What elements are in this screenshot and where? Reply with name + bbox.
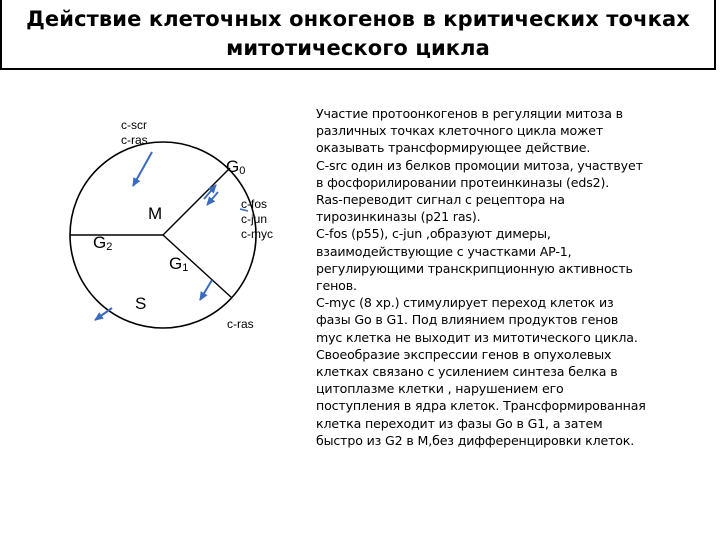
description-line: в фосфорилировании протеинкиназы (eds2).: [316, 174, 610, 190]
description-line: C-src один из белков промоции митоза, участвует: [316, 157, 643, 173]
label-src-ras-top: [121, 118, 148, 148]
label-m: M: [148, 204, 163, 223]
description-line: C-fos (p55), c-jun ,образуют димеры,: [316, 226, 551, 242]
title-line-1: Действие клеточных онкогенов в критических точках: [26, 7, 690, 31]
description-line: myc клетка не выходит из митотического цикла.: [316, 329, 638, 345]
description-line: C-myc (8 хр.) стимулирует переход клеток из: [316, 295, 614, 311]
description-line: быстро из G2 в M,без дифференцировки клеток.: [316, 432, 635, 448]
description-line: клетка переходит из фазы Go в G1, а затем: [316, 415, 603, 431]
description-line: Ras-переводит сигнал с рецептора на: [316, 192, 565, 208]
label-g2: $G_2$: [93, 233, 113, 253]
divider-g0: [163, 168, 230, 235]
label-fos-jun-myc: [241, 197, 273, 242]
description-line: Участие протоонкогенов в регуляции митоза в: [316, 106, 623, 121]
description-line: фазы Go в G1. Под влиянием продуктов генов: [316, 312, 619, 328]
description-line: регулирующими транскрипционную активность: [316, 260, 633, 276]
arrow-ras-bottom: [200, 280, 212, 300]
description-line: различных точках клеточного цикла может: [316, 123, 604, 139]
label-c-jun: c-jun: [241, 212, 268, 226]
description-line: цитоплазме клетки , нарушением его: [316, 381, 564, 397]
label-c-scr: c-scr: [121, 118, 147, 132]
description-line: генов.: [316, 278, 357, 294]
label-s: S: [135, 294, 147, 313]
description-line: поступления в ядра клеток. Трансформированная: [316, 398, 646, 414]
description-line: взаимодействующие с участками AP-1,: [316, 243, 572, 259]
arrow-lower-left: [95, 308, 112, 320]
description-line: Своеобразие экспрессии генов в опухолевых: [316, 346, 612, 362]
label-g0: $G_0$: [226, 157, 246, 177]
arrow-src-ras: [133, 152, 152, 186]
label-c-ras-top: c-ras: [121, 133, 148, 147]
description-line: тирозинкиназы (p21 ras).: [316, 209, 481, 225]
description-line: клетках связано с усилением синтеза белка в: [316, 364, 618, 380]
title-line-2: митотического цикла: [226, 36, 490, 60]
label-g1: $G_1$: [169, 254, 189, 274]
label-c-fos: c-fos: [241, 197, 268, 211]
label-c-myc: c-myc: [241, 227, 273, 241]
label-c-ras-bottom: c-ras: [227, 317, 254, 331]
description-text: [316, 105, 708, 449]
description-line: оказывать трансформирующее действие.: [316, 140, 591, 156]
